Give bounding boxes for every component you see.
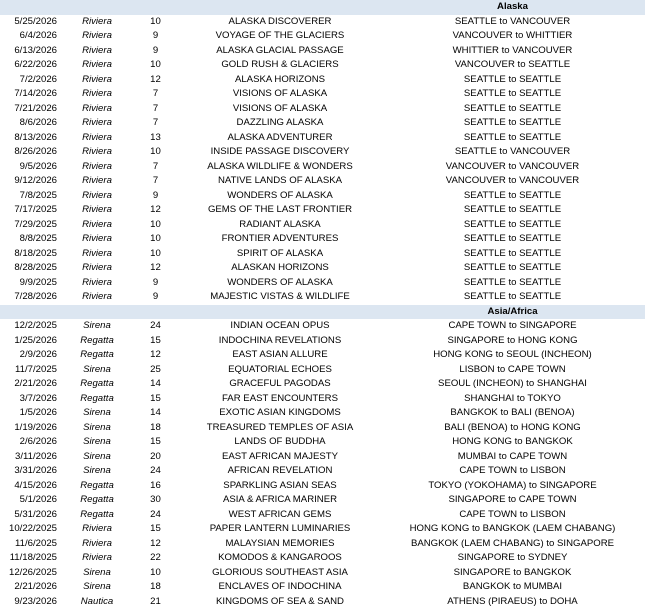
ship-cell[interactable]: Riviera [82,523,112,534]
section-header-row [0,0,645,15]
ship-cell[interactable]: Sirena [83,450,111,462]
voyage-name-cell[interactable]: ALASKA WILDLIFE & WONDERS [207,160,353,172]
nights-cell[interactable]: 15 [150,334,161,346]
table-row [0,566,645,581]
ship-cell[interactable]: Riviera [82,146,112,157]
route-cell[interactable]: SEATTLE to SEATTLE [463,247,562,259]
section-title-cell[interactable]: Alaska [380,0,645,15]
table-row [0,218,645,233]
route-cell[interactable]: SHANGHAI to TOKYO [464,392,561,404]
route-cell[interactable]: MUMBAI to CAPE TOWN [457,450,568,462]
ship-cell[interactable]: Riviera [82,15,112,27]
sail-date-cell[interactable]: 1/25/2026 [14,334,57,346]
nights-cell[interactable]: 10 [150,15,161,27]
voyage-name-cell[interactable]: GEMS OF THE LAST FRONTIER [207,204,353,215]
section-header-blank-cell[interactable] [180,0,380,15]
ship-cell[interactable]: Nautica [80,595,114,607]
ship-cell[interactable]: Regatta [80,479,114,491]
table-row [0,15,645,30]
nights-cell[interactable]: 15 [150,436,161,447]
nights-cell[interactable]: 14 [150,378,161,389]
route-cell[interactable]: CAPE TOWN to LISBON [459,465,566,476]
table-row [0,160,645,175]
voyage-name-cell[interactable]: DAZZLING ALASKA [236,117,324,128]
voyage-name-cell[interactable]: RADIANT ALASKA [239,218,321,230]
sail-date-cell[interactable]: 6/4/2026 [19,30,57,41]
route-cell[interactable]: SEATTLE to SEATTLE [463,102,562,114]
nights-cell[interactable]: 9 [152,44,159,56]
nights-cell[interactable]: 20 [150,450,161,462]
nights-cell[interactable]: 9 [152,276,159,288]
nights-cell[interactable]: 21 [150,595,161,607]
route-cell[interactable]: BALI (BENOA) to HONG KONG [444,421,581,433]
nights-cell[interactable]: 24 [150,508,161,520]
voyage-name-cell[interactable]: ENCLAVES OF INDOCHINA [218,581,342,592]
voyage-name-cell[interactable]: SPIRIT OF ALASKA [236,247,324,259]
ship-cell[interactable]: Regatta [80,334,114,346]
table-row [0,464,645,479]
voyage-name-cell[interactable]: EAST AFRICAN MAJESTY [221,450,339,462]
table-row [0,73,645,88]
route-cell[interactable]: SEATTLE to SEATTLE [463,276,562,288]
route-cell[interactable]: VANCOUVER to SEATTLE [454,59,571,70]
sail-date-cell[interactable]: 8/8/2025 [19,233,57,244]
table-row [0,595,645,610]
route-cell[interactable]: BANGKOK to MUMBAI [462,581,563,592]
section-header-blank-cell[interactable] [0,305,63,320]
sail-date-cell[interactable]: 6/22/2026 [14,59,57,70]
nights-cell[interactable]: 10 [150,59,161,70]
route-cell[interactable]: WHITTIER to VANCOUVER [452,44,573,56]
ship-cell[interactable]: Riviera [82,160,112,172]
section-header-blank-cell[interactable] [63,0,131,15]
table-row [0,261,645,276]
ship-cell[interactable]: Riviera [82,189,112,201]
ship-cell[interactable]: Riviera [82,44,112,56]
voyage-name-cell[interactable]: ALASKAN HORIZONS [231,262,329,273]
sail-date-cell[interactable]: 11/18/2025 [9,552,57,563]
route-cell[interactable]: SEATTLE to SEATTLE [463,88,562,99]
voyage-name-cell[interactable]: EXOTIC ASIAN KINGDOMS [219,407,341,418]
route-cell[interactable]: SEATTLE to SEATTLE [463,189,562,201]
section-header-blank-cell[interactable] [63,305,131,320]
voyage-name-cell[interactable]: VOYAGE OF THE GLACIERS [215,30,345,41]
table-row [0,145,645,160]
nights-cell[interactable]: 7 [152,160,159,172]
sail-date-cell[interactable]: 4/15/2026 [14,479,57,491]
sail-date-cell[interactable]: 9/9/2025 [19,276,57,288]
route-cell[interactable]: LISBON to CAPE TOWN [459,363,566,375]
section-header-row [0,305,645,320]
route-cell[interactable]: SEATTLE to SEATTLE [463,233,562,244]
route-cell[interactable]: SEATTLE to SEATTLE [463,117,562,128]
nights-cell[interactable]: 12 [150,349,161,360]
ship-cell[interactable]: Sirena [83,363,111,375]
table-row [0,29,645,44]
table-row [0,421,645,436]
ship-cell[interactable]: Regatta [80,508,114,520]
table-row [0,319,645,334]
table-row [0,247,645,262]
sail-date-cell[interactable]: 9/23/2026 [14,595,57,607]
nights-cell[interactable]: 7 [152,175,159,186]
sail-date-cell[interactable]: 7/28/2026 [14,291,57,302]
section-title-cell[interactable]: Asia/Africa [380,305,645,320]
nights-cell[interactable]: 10 [150,146,161,157]
voyage-name-cell[interactable]: AFRICAN REVELATION [227,465,333,476]
voyage-name-cell[interactable]: PAPER LANTERN LUMINARIES [209,523,351,534]
voyage-name-cell[interactable]: TREASURED TEMPLES OF ASIA [206,421,354,433]
nights-cell[interactable]: 10 [150,566,161,578]
ship-cell[interactable]: Sirena [83,320,111,331]
voyage-name-cell[interactable]: WONDERS OF ALASKA [227,276,333,288]
voyage-name-cell[interactable]: LANDS OF BUDDHA [234,436,326,447]
sail-date-cell[interactable]: 2/21/2026 [14,378,57,389]
sail-date-cell[interactable]: 10/22/2025 [8,523,57,534]
voyage-name-cell[interactable]: ALASKA GLACIAL PASSAGE [216,44,344,56]
ship-cell[interactable]: Riviera [82,88,112,99]
ship-cell[interactable]: Regatta [80,494,114,505]
ship-cell[interactable]: Regatta [80,378,114,389]
sail-date-cell[interactable]: 2/21/2026 [14,581,57,592]
sail-date-cell[interactable]: 1/19/2026 [14,421,57,433]
table-row [0,363,645,378]
sail-date-cell[interactable]: 3/31/2026 [14,465,57,476]
route-cell[interactable]: SEATTLE to SEATTLE [463,262,562,273]
ship-cell[interactable]: Riviera [82,291,112,302]
sail-date-cell[interactable]: 7/2/2026 [19,73,57,85]
section-header-blank-cell[interactable] [0,0,63,15]
table-row [0,551,645,566]
nights-cell[interactable]: 22 [150,552,161,563]
sail-date-cell[interactable]: 2/6/2026 [19,436,57,447]
nights-cell[interactable]: 24 [150,320,161,331]
table-row [0,276,645,291]
sail-date-cell[interactable]: 3/11/2026 [15,450,57,462]
ship-cell[interactable]: Riviera [82,233,112,244]
sail-date-cell[interactable]: 7/14/2026 [14,88,57,99]
table-row [0,508,645,523]
voyage-name-cell[interactable]: WONDERS OF ALASKA [227,189,333,201]
sail-date-cell[interactable]: 7/8/2025 [19,189,57,201]
table-row [0,479,645,494]
voyage-name-cell[interactable]: GOLD RUSH & GLACIERS [221,59,339,70]
ship-cell[interactable]: Riviera [82,537,112,549]
sail-date-cell[interactable]: 8/26/2026 [14,146,57,157]
sail-date-cell[interactable]: 1/5/2026 [19,407,57,418]
nights-cell[interactable]: 25 [150,363,161,375]
sail-date-cell[interactable]: 8/6/2026 [19,117,57,128]
route-cell[interactable]: SINGAPORE to HONG KONG [447,334,578,346]
section-header-blank-cell[interactable] [131,0,180,15]
route-cell[interactable]: HONG KONG to BANGKOK [452,436,573,447]
nights-cell[interactable]: 18 [150,421,161,433]
route-cell[interactable]: SEATTLE to VANCOUVER [454,15,571,27]
nights-cell[interactable]: 12 [150,262,161,273]
table-row [0,290,645,305]
nights-cell[interactable]: 15 [150,523,161,534]
voyage-name-cell[interactable]: ALASKA HORIZONS [234,73,326,85]
sail-date-cell[interactable]: 12/2/2025 [14,320,57,331]
nights-cell[interactable]: 9 [152,189,159,201]
nights-cell[interactable]: 15 [150,392,161,404]
voyage-name-cell[interactable]: GLORIOUS SOUTHEAST ASIA [212,566,348,578]
sail-date-cell[interactable]: 7/29/2025 [14,218,57,230]
ship-cell[interactable]: Sirena [83,421,111,433]
table-row [0,392,645,407]
table-row [0,131,645,146]
voyage-name-cell[interactable]: EAST ASIAN ALLURE [232,349,328,360]
sail-date-cell[interactable]: 3/7/2026 [19,392,57,404]
voyage-name-cell[interactable]: WEST AFRICAN GEMS [228,508,332,520]
table-row [0,232,645,247]
table-row [0,174,645,189]
nights-cell[interactable]: 10 [150,233,161,244]
route-cell[interactable]: CAPE TOWN to SINGAPORE [448,320,577,331]
route-cell[interactable]: HONG KONG to BANGKOK (LAEM CHABANG) [409,523,616,534]
route-cell[interactable]: SEOUL (INCHEON) to SHANGHAI [438,378,587,389]
nights-cell[interactable]: 7 [152,102,159,114]
voyage-name-cell[interactable]: VISIONS OF ALASKA [232,102,328,114]
route-cell[interactable]: SEATTLE to SEATTLE [463,73,562,85]
table-row [0,44,645,59]
route-cell[interactable]: BANGKOK to BALI (BENOA) [450,407,575,418]
nights-cell[interactable]: 10 [150,218,161,230]
nights-cell[interactable]: 7 [152,88,159,99]
sail-date-cell[interactable]: 8/13/2026 [14,131,57,143]
section-header-blank-cell[interactable] [180,305,380,320]
route-cell[interactable]: VANCOUVER to VANCOUVER [445,175,580,186]
ship-cell[interactable]: Riviera [82,102,112,114]
nights-cell[interactable]: 12 [150,204,161,215]
ship-cell[interactable]: Regatta [80,392,114,404]
sail-date-cell[interactable]: 5/25/2026 [14,15,57,27]
table-row [0,116,645,131]
nights-cell[interactable]: 16 [150,479,161,491]
nights-cell[interactable]: 30 [150,494,161,505]
voyage-name-cell[interactable]: INDOCHINA REVELATIONS [218,334,342,346]
route-cell[interactable]: SINGAPORE to BANGKOK [453,566,572,578]
ship-cell[interactable]: Regatta [80,349,114,360]
table-row [0,189,645,204]
ship-cell[interactable]: Riviera [82,218,112,230]
sail-date-cell[interactable]: 7/17/2025 [14,204,57,215]
voyage-name-cell[interactable]: EQUATORIAL ECHOES [228,363,332,375]
voyage-name-cell[interactable]: SPARKLING ASIAN SEAS [223,479,337,491]
voyage-name-cell[interactable]: ALASKA ADVENTURER [227,131,333,143]
voyage-name-cell[interactable]: FRONTIER ADVENTURES [221,233,339,244]
sail-date-cell[interactable]: 5/31/2026 [14,508,57,520]
nights-cell[interactable]: 10 [150,247,161,259]
ship-cell[interactable]: Riviera [82,276,112,288]
ship-cell[interactable]: Riviera [82,59,112,70]
route-cell[interactable]: CAPE TOWN to LISBON [459,508,566,520]
voyage-name-cell[interactable]: INDIAN OCEAN OPUS [230,320,330,331]
ship-cell[interactable]: Sirena [83,465,111,476]
voyage-name-cell[interactable]: MAJESTIC VISTAS & WILDLIFE [210,291,350,302]
sail-date-cell[interactable]: 11/6/2025 [15,537,57,549]
ship-cell[interactable]: Sirena [83,566,111,578]
table-row [0,203,645,218]
ship-cell[interactable]: Sirena [83,436,111,447]
ship-cell[interactable]: Riviera [82,73,112,85]
voyage-name-cell[interactable]: ASIA & AFRICA MARINER [222,494,338,505]
sail-date-cell[interactable]: 7/21/2026 [14,102,57,114]
voyage-name-cell[interactable]: FAR EAST ENCOUNTERS [221,392,339,404]
ship-cell[interactable]: Riviera [82,30,112,41]
table-row [0,493,645,508]
sail-date-cell[interactable]: 9/12/2026 [14,175,57,186]
route-cell[interactable]: SINGAPORE to SYDNEY [457,552,568,563]
table-row [0,522,645,537]
nights-cell[interactable]: 18 [150,581,161,592]
table-row [0,450,645,465]
route-cell[interactable]: ATHENS (PIRAEUS) to DOHA [447,595,578,607]
ship-cell[interactable]: Riviera [82,117,112,128]
sail-date-cell[interactable]: 6/13/2026 [14,44,57,56]
route-cell[interactable]: SEATTLE to VANCOUVER [454,146,571,157]
voyage-name-cell[interactable]: KINGDOMS OF SEA & SAND [216,595,344,607]
voyage-name-cell[interactable]: KOMODOS & KANGAROOS [218,552,342,563]
nights-cell[interactable]: 12 [150,73,161,85]
route-cell[interactable]: SEATTLE to SEATTLE [463,204,562,215]
voyage-name-cell[interactable]: VISIONS OF ALASKA [232,88,328,99]
route-cell[interactable]: HONG KONG to SEOUL (INCHEON) [433,349,592,360]
voyage-name-cell[interactable]: MALAYSIAN MEMORIES [225,537,335,549]
table-row [0,334,645,349]
table-row [0,87,645,102]
ship-cell[interactable]: Riviera [82,204,112,215]
route-cell[interactable]: SEATTLE to SEATTLE [463,218,562,230]
ship-cell[interactable]: Riviera [82,175,112,186]
route-cell[interactable]: SEATTLE to SEATTLE [463,291,562,302]
ship-cell[interactable]: Riviera [82,131,112,143]
nights-cell[interactable]: 7 [152,117,159,128]
table-row [0,348,645,363]
route-cell[interactable]: VANCOUVER to VANCOUVER [445,160,580,172]
voyage-name-cell[interactable]: ALASKA DISCOVERER [228,15,332,27]
nights-cell[interactable]: 12 [150,537,161,549]
route-cell[interactable]: VANCOUVER to WHITTIER [452,30,573,41]
voyage-name-cell[interactable]: NATIVE LANDS OF ALASKA [217,175,343,186]
table-row [0,377,645,392]
voyage-name-cell[interactable]: GRACEFUL PAGODAS [229,378,331,389]
sail-date-cell[interactable]: 5/1/2026 [19,494,57,505]
ship-cell[interactable]: Riviera [82,247,112,259]
nights-cell[interactable]: 13 [150,131,161,143]
nights-cell[interactable]: 9 [152,30,159,41]
table-row [0,580,645,595]
nights-cell[interactable]: 9 [152,291,159,302]
route-cell[interactable]: TOKYO (YOKOHAMA) to SINGAPORE [428,479,597,491]
sail-date-cell[interactable]: 8/18/2025 [14,247,57,259]
voyage-name-cell[interactable]: INSIDE PASSAGE DISCOVERY [210,146,350,157]
ship-cell[interactable]: Riviera [82,262,112,273]
nights-cell[interactable]: 14 [150,407,161,418]
sail-date-cell[interactable]: 11/7/2025 [15,363,57,375]
ship-cell[interactable]: Sirena [83,407,111,418]
table-row [0,406,645,421]
sail-date-cell[interactable]: 2/9/2026 [19,349,57,360]
table-row [0,435,645,450]
ship-cell[interactable]: Riviera [82,552,112,563]
sail-date-cell[interactable]: 9/5/2026 [19,160,57,172]
route-cell[interactable]: SINGAPORE to CAPE TOWN [448,494,577,505]
route-cell[interactable]: SEATTLE to SEATTLE [463,131,562,143]
ship-cell[interactable]: Sirena [83,581,111,592]
table-row [0,58,645,73]
table-row [0,102,645,117]
route-cell[interactable]: BANGKOK (LAEM CHABANG) to SINGAPORE [410,537,615,549]
table-row [0,537,645,552]
nights-cell[interactable]: 24 [150,465,161,476]
section-header-blank-cell[interactable] [131,305,180,320]
sail-date-cell[interactable]: 8/28/2025 [14,262,57,273]
sail-date-cell[interactable]: 12/26/2025 [8,566,57,578]
